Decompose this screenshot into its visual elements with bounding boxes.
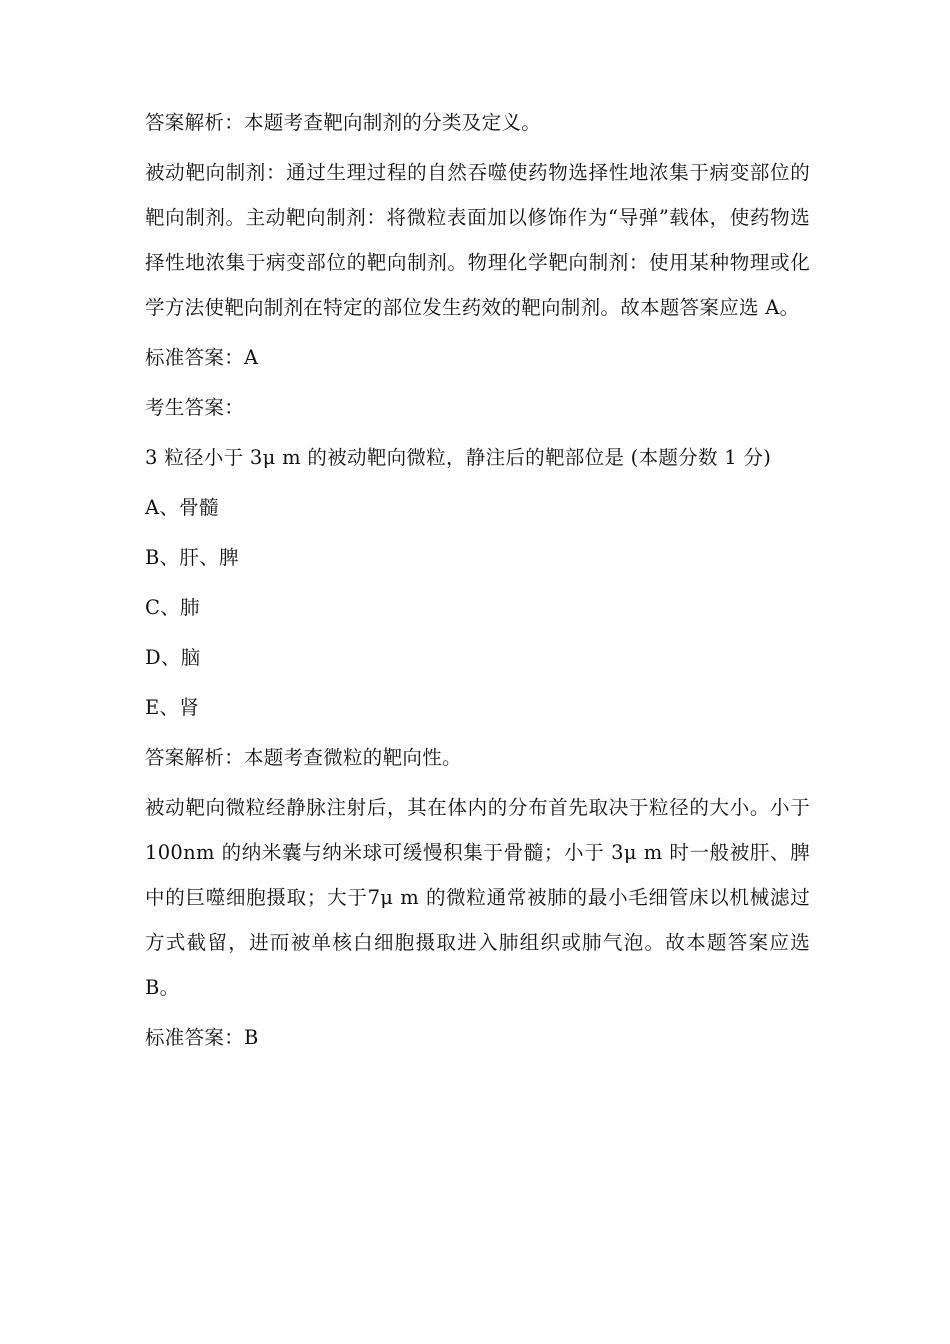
answer-analysis-text-2: 被动靶向微粒经静脉注射后，其在体内的分布首先取决于粒径的大小。小于 100nm 的纳米囊与纳米球可缓慢积集于骨髓；小于 3μ m 时一般被肝、脾中的巨噬细胞摄取；大于7μ m 的微粒通常被肺的最小毛细管床以机械滤过方式截留，进而被单核白细胞摄取进入肺组织或肺气泡。故本题答案应选 B。 <box>145 796 810 999</box>
option-c: C、肺 <box>145 596 200 619</box>
option-e: E、肾 <box>145 696 200 719</box>
answer-analysis-heading-1: 答案解析：本题考查靶向制剂的分类及定义。 <box>145 111 542 134</box>
standard-answer-1: 标准答案：A <box>145 346 259 369</box>
examinee-answer: 考生答案： <box>145 396 245 419</box>
document-body <box>145 100 810 1065</box>
answer-analysis-text-1: 被动靶向制剂：通过生理过程的自然吞噬使药物选择性地浓集于病变部位的靶向制剂。主动靶向制剂：将微粒表面加以修饰作为“导弹”载体，使药物选择性地浓集于病变部位的靶向制剂。物理化学靶向制剂：使用某种物理或化学方法使靶向制剂在特定的部位发生药效的靶向制剂。故本题答案应选 A。 <box>145 161 810 319</box>
option-a: A、骨髓 <box>145 496 219 519</box>
option-d: D、脑 <box>145 646 201 669</box>
answer-analysis-heading-2: 答案解析：本题考查微粒的靶向性。 <box>145 746 462 769</box>
standard-answer-2: 标准答案：B <box>145 1026 259 1049</box>
option-b: B、肝、脾 <box>145 546 239 569</box>
question-3: 3 粒径小于 3μ m 的被动靶向微粒，静注后的靶部位是 (本题分数 1 分) <box>145 446 772 469</box>
